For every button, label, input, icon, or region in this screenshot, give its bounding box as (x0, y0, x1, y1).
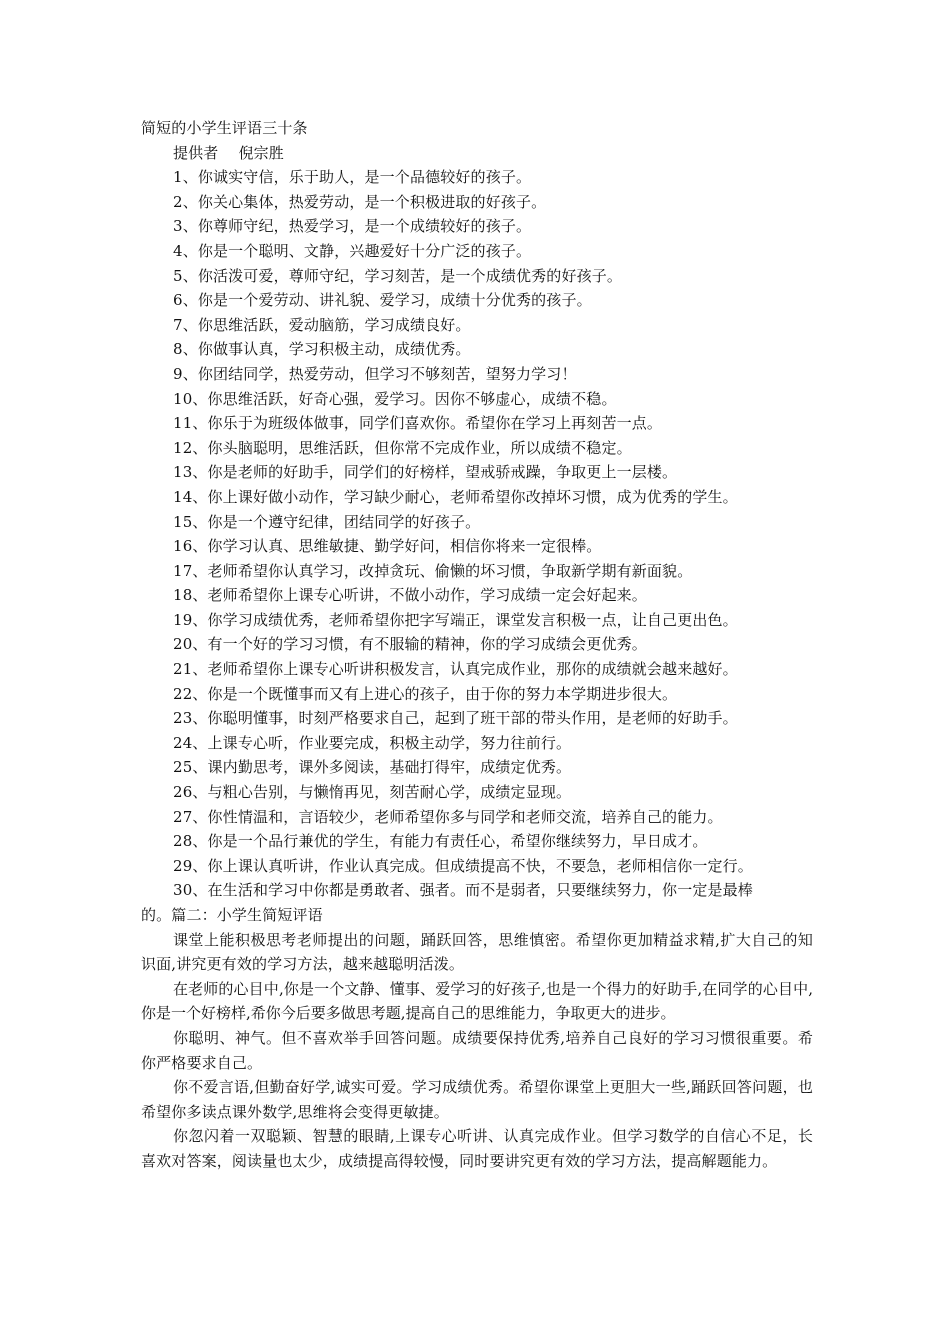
comment-item-12: 12、你头脑聪明，思维活跃，但你常不完成作业，所以成绩不稳定。 (173, 438, 632, 457)
comment-paragraph: 你聪明、神气。但不喜欢举手回答问题。成绩要保持优秀,培养自己良好的学习习惯很重要。希你严格要求自己。 (141, 1028, 813, 1072)
comment-item-13: 13、你是老师的好助手，同学们的好榜样，望戒骄戒躁，争取更上一层楼。 (173, 463, 678, 482)
comment-paragraph: 课堂上能积极思考老师提出的问题，踊跃回答，思维慎密。希望你更加精益求精,扩大自己的知识面,讲究更有效的学习方法，越来越聪明活泼。 (141, 930, 813, 974)
comment-item-25: 25、课内勤思考，课外多阅读，基础打得牢，成绩定优秀。 (173, 758, 572, 777)
comment-item-15: 15、你是一个遵守纪律，团结同学的好孩子。 (173, 512, 481, 531)
comment-paragraph: 你不爱言语,但勤奋好学,诚实可爱。学习成绩优秀。希望你课堂上更胆大一些,踊跃回答问题，也希望你多读点课外数学,思维将会变得更敏捷。 (141, 1078, 813, 1121)
comment-item-28: 28、你是一个品行兼优的学生，有能力有责任心，希望你继续努力，早日成才。 (173, 832, 708, 851)
comment-item-2: 2、你关心集体，热爱劳动，是一个积极进取的好孩子。 (173, 192, 547, 211)
comment-item-10: 10、你思维活跃，好奇心强，爱学习。因你不够虚心，成绩不稳。 (173, 389, 617, 408)
comment-item-17: 17、老师希望你认真学习，改掉贪玩、偷懒的坏习惯，争取新学期有新面貌。 (173, 561, 693, 580)
comment-item-30-line-1: 30、在生活和学习中你都是勇敢者、强者。而不是弱者，只要继续努力，你一定是最棒 (173, 881, 753, 900)
comment-item-4: 4、你是一个聪明、文静，兴趣爱好十分广泛的孩子。 (173, 241, 532, 260)
comment-item-22: 22、你是一个既懂事而又有上进心的孩子，由于你的努力本学期进步很大。 (173, 684, 678, 703)
comment-item-27: 27、你性情温和，言语较少，老师希望你多与同学和老师交流，培养自己的能力。 (173, 807, 723, 826)
comment-item-14: 14、你上课好做小动作，学习缺少耐心，老师希望你改掉坏习惯，成为优秀的学生。 (173, 487, 738, 506)
comment-item-18: 18、老师希望你上课专心听讲，不做小动作，学习成绩一定会好起来。 (173, 586, 647, 605)
comment-item-29: 29、你上课认真听讲，作业认真完成。但成绩提高不快，不要急，老师相信你一定行。 (173, 856, 753, 875)
comment-item-7: 7、你思维活跃，爱动脑筋，学习成绩良好。 (173, 315, 471, 334)
comment-paragraph: 在老师的心目中,你是一个文静、懂事、爱学习的好孩子,也是一个得力的好助手,在同学的心目中,你是一个好榜样,希你今后要多做思考题,提高自己的思维能力，争取更大的进步。 (141, 979, 813, 1023)
comment-item-26: 26、与粗心告别，与懒惰再见，刻苦耐心学，成绩定显现。 (173, 783, 572, 802)
document-body (141, 116, 813, 1174)
comment-item-23: 23、你聪明懂事，时刻严格要求自己，起到了班干部的带头作用，是老师的好助手。 (173, 709, 738, 728)
comment-item-20: 20、有一个好的学习习惯，有不服输的精神，你的学习成绩会更优秀。 (173, 635, 647, 654)
document-title: 简短的小学生评语三十条 (141, 119, 308, 137)
comment-paragraph: 你忽闪着一双聪颖、智慧的眼睛,上课专心听讲、认真完成作业。但学习数学的自信心不足，长喜欢对答案，阅读量也太少，成绩提高得较慢，同时要讲究更有效的学习方法，提高解题能力。 (141, 1127, 813, 1170)
comment-list (141, 165, 813, 878)
comment-item-5: 5、你活泼可爱，尊师守纪，学习刻苦，是一个成绩优秀的好孩子。 (173, 266, 623, 285)
comment-item-16: 16、你学习认真、思维敏捷、勤学好问，相信你将来一定很棒。 (173, 537, 602, 556)
provider-name: 倪宗胜 (238, 143, 284, 162)
comment-item-6: 6、你是一个爱劳动、讲礼貌、爱学习，成绩十分优秀的孩子。 (173, 291, 592, 310)
comment-item-30-line-2: 的。篇二：小学生简短评语 (141, 906, 323, 924)
comment-item-11: 11、你乐于为班级体做事，同学们喜欢你。希望你在学习上再刻苦一点。 (173, 414, 663, 433)
provider-label: 提供者 (173, 143, 219, 162)
comment-item-3: 3、你尊师守纪，热爱学习，是一个成绩较好的孩子。 (173, 217, 532, 236)
provider-line (141, 141, 813, 166)
comment-item-1: 1、你诚实守信，乐于助人，是一个品德较好的孩子。 (173, 168, 532, 187)
comment-item-19: 19、你学习成绩优秀，老师希望你把字写端正，课堂发言积极一点，让自己更出色。 (173, 610, 738, 629)
comment-item-21: 21、老师希望你上课专心听讲积极发言，认真完成作业，那你的成绩就会越来越好。 (173, 660, 738, 679)
comment-item-24: 24、上课专心听，作业要完成，积极主动学，努力往前行。 (173, 733, 572, 752)
comment-item-8: 8、你做事认真，学习积极主动，成绩优秀。 (173, 340, 471, 359)
comment-item-9: 9、你团结同学，热爱劳动，但学习不够刻苦，望努力学习！ (173, 364, 577, 383)
